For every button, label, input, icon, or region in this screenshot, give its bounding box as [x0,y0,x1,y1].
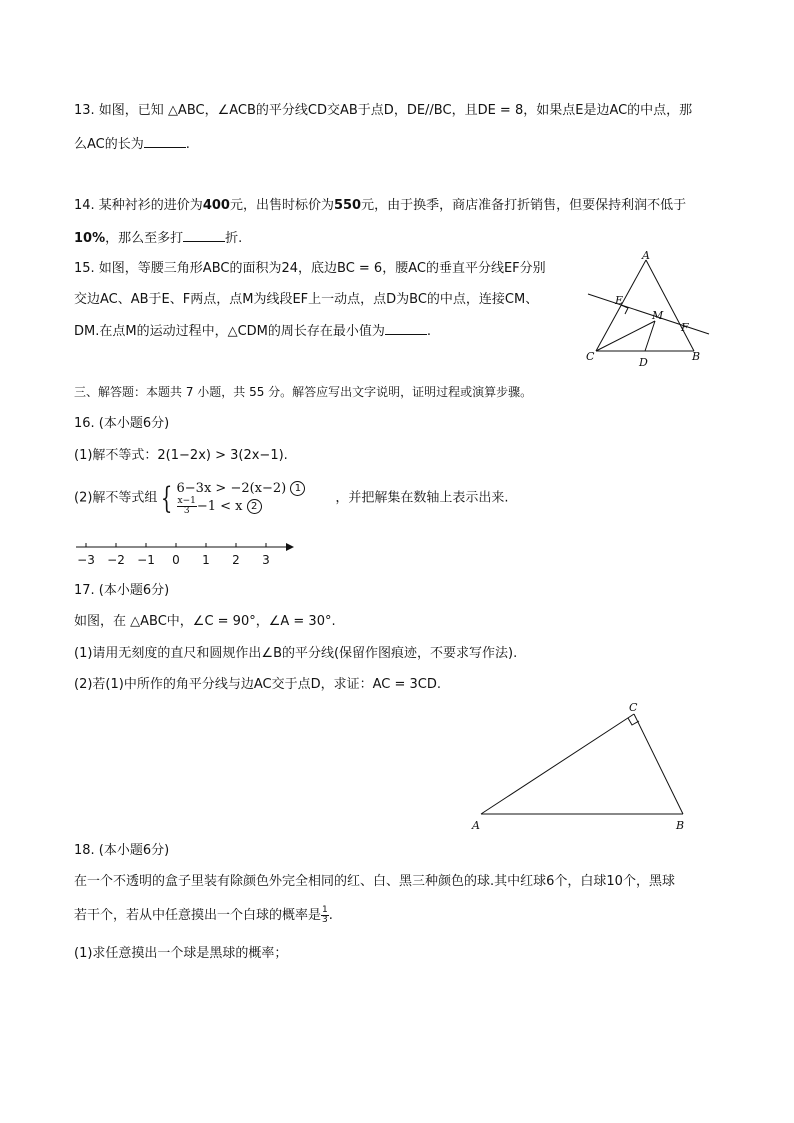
q14-profit: 10% [74,231,106,246]
label-a: A [642,249,650,262]
answer-blank [183,229,225,242]
inequality-2 [177,497,306,516]
q14-cost: 400 [202,198,230,213]
q14-text-b2: ，那么至多打 [105,231,184,246]
axis-tick-label: 1 [202,553,210,567]
q17-title: 17. (本小题6分) [74,583,170,598]
fraction-numerator: x−1 [177,496,196,506]
q14-text-c2: 折. [225,231,243,246]
q15-line1: 15. 如图，等腰三角形ABC的面积为24，底边BC = 6，腰AC的垂直平分线EF分别 [74,261,546,276]
side-ac [481,714,634,814]
probability-fraction [321,906,329,925]
fraction-denominator: 3 [183,506,190,516]
q13-line1: 13. 如图，已知 △ABC，∠ACB的平分线CD交AB于点D，DE//BC，且DE = 8，如果点E是边AC的中点，那 [74,103,693,118]
side-ab [646,260,694,351]
answer-blank [385,322,427,335]
right-angle-mark [628,718,639,725]
q17-intro: 如图，在 △ABC中，∠C = 90°，∠A = 30°. [74,614,336,629]
inequality-system [177,481,306,516]
side-cb [634,714,683,814]
axis-tick-label: 0 [172,553,180,567]
axis-arrow-icon [286,543,294,551]
q16-part2 [74,481,509,517]
label-f: F [681,321,689,334]
axis-tick-label: 3 [262,553,270,567]
q15-figure [584,248,714,373]
q15-line3-after: . [426,324,432,339]
fraction-numerator: 1 [322,905,328,915]
q13-line2-before: 么AC的长为 [74,137,144,152]
q17-part2: (2)若(1)中所作的角平分线与边AC交于点D，求证：AC = 3CD. [74,677,441,692]
q14-text-c: 元，出售时标价为 [229,198,334,213]
q18-line1: 在一个不透明的盒子里装有除颜色外完全相同的红、白、黑三种颜色的球.其中红球6个，白球10个，黑球 [74,874,675,889]
q18-line2-after: . [328,908,333,923]
q18-part1: (1)求任意摸出一个球是黑球的概率； [74,946,288,961]
q17-part1: (1)请用无刻度的直尺和圆规作出∠B的平分线(保留作图痕迹，不要求写作法). [74,646,518,661]
inequality-1-text: 6−3x > −2(x−2) [176,481,287,496]
q15-line3 [74,322,431,341]
q16-part2-prefix: (2)解不等式组 [74,490,158,506]
q13-line2 [74,135,190,154]
fraction [177,497,197,516]
axis-tick-label: 2 [232,553,240,567]
q14-text-a: 14. 某种衬衫的进价为 [74,198,203,213]
label-b: B [676,819,685,832]
label-e: E [615,294,624,307]
q14-text-e: 元，由于换季，商店准备打折销售，但要保持利润不低于 [361,198,687,213]
inequality-1 [177,481,306,497]
circled-number-2: 2 [247,499,262,514]
axis-tick-label: −3 [77,553,95,567]
label-d: D [639,356,648,369]
line-ef [588,294,709,334]
q18-title: 18. (本小题6分) [74,843,170,858]
q18-line2-before: 若干个，若从中任意摸出一个白球的概率是 [74,908,322,923]
label-a: A [472,819,480,832]
axis-tick-label: −1 [137,553,155,567]
label-c: C [586,350,595,363]
q14-line1 [74,197,686,215]
q14-line2 [74,229,242,248]
brace-icon: { [161,480,173,516]
fraction-denominator: 3 [322,915,328,925]
label-m: M [652,309,664,322]
q17-figure [468,698,698,836]
label-c: C [629,701,638,714]
q15-line3-before: DM.在点M的运动过程中，△CDM的周长存在最小值为 [74,324,385,339]
axis-tick-label: −2 [107,553,125,567]
q16-part1: (1)解不等式：2(1−2x) > 3(2x−1). [74,448,288,463]
q13-line2-after: . [185,137,190,152]
q14-price: 550 [333,198,362,213]
inequality-2-text: −1 < x [196,499,243,514]
number-line [74,537,296,571]
circled-number-1: 1 [290,481,305,496]
q18-line2 [74,906,333,925]
label-b: B [692,350,701,363]
q16-title: 16. (本小题6分) [74,416,170,431]
answer-blank [144,135,186,148]
section-heading: 三、解答题：本题共 7 小题，共 55 分。解答应写出文字说明，证明过程或演算步骤。 [74,385,533,399]
q15-line2: 交边AC、AB于E、F两点，点M为线段EF上一动点，点D为BC的中点，连接CM、 [74,292,539,307]
q16-part2-suffix: ，并把解集在数轴上表示出来. [335,490,509,506]
